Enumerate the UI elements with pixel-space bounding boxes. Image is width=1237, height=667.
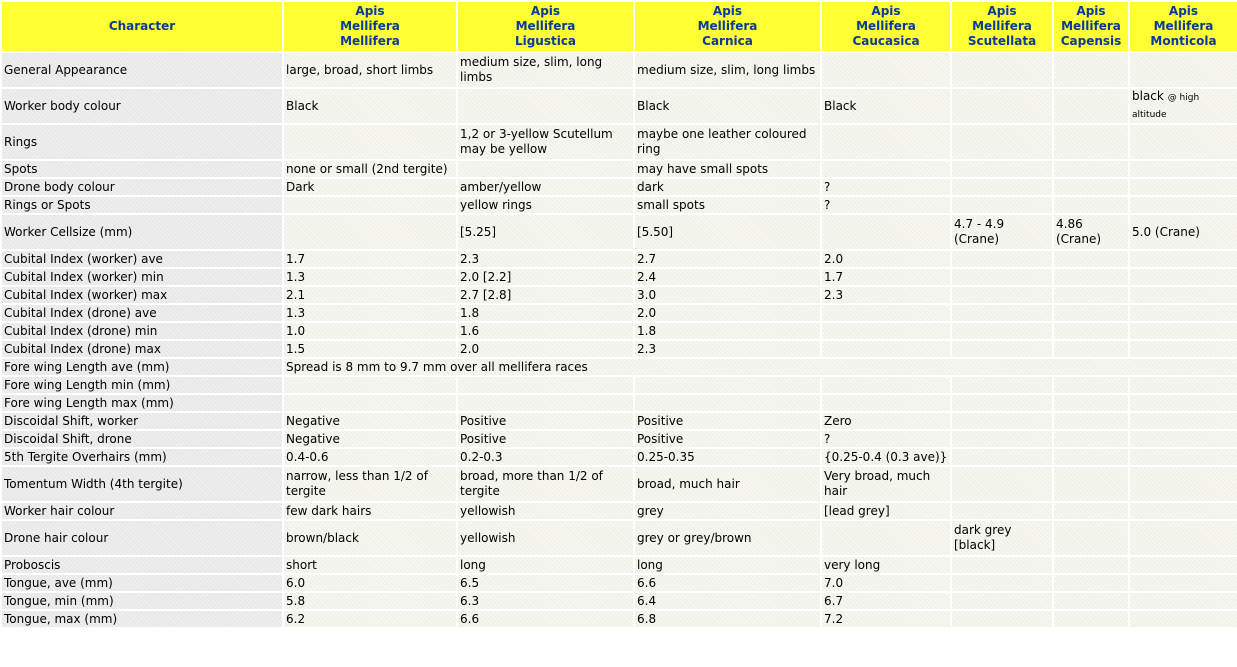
table-cell xyxy=(1054,341,1128,357)
table-row xyxy=(2,197,1237,213)
header-text: Carnica xyxy=(702,34,753,48)
table-row xyxy=(2,575,1237,591)
row-label: Cubital Index (worker) max xyxy=(2,287,282,303)
header-text: Apis xyxy=(987,4,1017,18)
header-text: Apis xyxy=(355,4,385,18)
table-cell: 1.3 xyxy=(284,269,456,285)
table-row xyxy=(2,467,1237,501)
table-cell: 1.3 xyxy=(284,305,456,321)
table-cell: yellowish xyxy=(458,521,633,555)
header-text: Mellifera xyxy=(697,19,758,33)
table-cell: yellowish xyxy=(458,503,633,519)
header-text: Mellifera xyxy=(340,19,400,33)
table-cell: broad, more than 1/2 of tergite xyxy=(458,467,633,501)
table-cell: Black xyxy=(284,89,456,123)
header-row xyxy=(2,2,1237,51)
monticola-colour: black xyxy=(1132,89,1164,103)
table-cell xyxy=(822,305,950,321)
row-label: Discoidal Shift, drone xyxy=(2,431,282,447)
table-cell xyxy=(1054,251,1128,267)
table-cell: 2.0 xyxy=(635,305,820,321)
table-cell: Positive xyxy=(635,431,820,447)
table-cell xyxy=(952,377,1052,393)
header-text: Mellifera xyxy=(856,19,916,33)
table-cell: 0.4-0.6 xyxy=(284,449,456,465)
table-cell xyxy=(822,521,950,555)
table-cell: 6.3 xyxy=(458,593,633,609)
table-row xyxy=(2,359,1237,375)
table-cell xyxy=(458,377,633,393)
table-cell xyxy=(1130,323,1237,339)
table-cell: 3.0 xyxy=(635,287,820,303)
table-cell xyxy=(952,305,1052,321)
table-row xyxy=(2,215,1237,249)
header-text: Apis xyxy=(1076,4,1106,18)
table-cell xyxy=(1054,125,1128,159)
table-cell: long xyxy=(458,557,633,573)
table-cell xyxy=(952,431,1052,447)
table-row xyxy=(2,305,1237,321)
table-cell xyxy=(822,341,950,357)
table-cell: 6.6 xyxy=(458,611,633,627)
table-cell xyxy=(1054,323,1128,339)
table-cell xyxy=(822,323,950,339)
table-cell: Positive xyxy=(635,413,820,429)
table-cell: few dark hairs xyxy=(284,503,456,519)
table-cell xyxy=(1130,53,1237,87)
table-row xyxy=(2,287,1237,303)
header-text: Mellifera xyxy=(1153,19,1214,33)
table-cell: broad, much hair xyxy=(635,467,820,501)
table-row xyxy=(2,323,1237,339)
table-cell xyxy=(952,269,1052,285)
table-cell xyxy=(952,125,1052,159)
table-cell xyxy=(952,413,1052,429)
table-cell xyxy=(822,395,950,411)
table-cell: 4.7 - 4.9 (Crane) xyxy=(952,215,1052,249)
row-label: Rings or Spots xyxy=(2,197,282,213)
table-cell: Black xyxy=(822,89,950,123)
table-cell xyxy=(458,395,633,411)
table-row xyxy=(2,557,1237,573)
table-cell: 6.6 xyxy=(635,575,820,591)
table-cell: Positive xyxy=(458,413,633,429)
row-label: Spots xyxy=(2,161,282,177)
table-cell xyxy=(952,395,1052,411)
header-text: Capensis xyxy=(1060,34,1122,48)
table-cell xyxy=(1130,251,1237,267)
table-cell: 2.7 [2.8] xyxy=(458,287,633,303)
table-cell: [5.50] xyxy=(635,215,820,249)
table-cell xyxy=(952,287,1052,303)
table-cell: medium size, slim, long limbs xyxy=(458,53,633,87)
table-row xyxy=(2,521,1237,555)
row-label: Drone hair colour xyxy=(2,521,282,555)
table-cell xyxy=(1130,521,1237,555)
table-cell xyxy=(1130,287,1237,303)
header-column xyxy=(458,2,633,51)
header-text: Ligustica xyxy=(514,34,577,48)
row-label: Worker Cellsize (mm) xyxy=(2,215,282,249)
header-column xyxy=(1054,2,1128,51)
table-cell: 0.25-0.35 xyxy=(635,449,820,465)
table-cell xyxy=(1054,503,1128,519)
table-cell xyxy=(822,215,950,249)
table-cell: dark xyxy=(635,179,820,195)
table-cell: [lead grey] xyxy=(822,503,950,519)
table-cell: dark grey [black] xyxy=(952,521,1052,555)
table-cell xyxy=(284,197,456,213)
table-cell: may have small spots xyxy=(635,161,820,177)
header-column xyxy=(822,2,950,51)
header-text: Mellifera xyxy=(515,19,576,33)
table-cell xyxy=(1054,575,1128,591)
table-row xyxy=(2,431,1237,447)
header-text: Scutellata xyxy=(967,34,1037,48)
table-row xyxy=(2,395,1237,411)
table-cell xyxy=(952,557,1052,573)
header-column xyxy=(1130,2,1237,51)
table-cell: narrow, less than 1/2 of tergite xyxy=(284,467,456,501)
table-cell xyxy=(1054,521,1128,555)
table-cell: none or small (2nd tergite) xyxy=(284,161,456,177)
table-cell xyxy=(822,377,950,393)
table-cell xyxy=(1054,611,1128,627)
header-column xyxy=(952,2,1052,51)
table-cell: 4.86 (Crane) xyxy=(1054,215,1128,249)
table-row xyxy=(2,341,1237,357)
table-row xyxy=(2,611,1237,627)
header-text: Apis xyxy=(530,4,561,18)
table-cell xyxy=(822,125,950,159)
table-cell xyxy=(952,341,1052,357)
table-cell xyxy=(1130,269,1237,285)
table-cell xyxy=(952,593,1052,609)
table-cell: large, broad, short limbs xyxy=(284,53,456,87)
table-cell xyxy=(458,89,633,123)
table-row xyxy=(2,161,1237,177)
table-cell xyxy=(1130,179,1237,195)
table-cell: Black xyxy=(635,89,820,123)
table-cell xyxy=(1130,431,1237,447)
table-cell: 2.7 xyxy=(635,251,820,267)
row-label: Drone body colour xyxy=(2,179,282,195)
table-cell xyxy=(1130,377,1237,393)
table-row xyxy=(2,449,1237,465)
table-cell: 1.7 xyxy=(822,269,950,285)
row-label: Worker body colour xyxy=(2,89,282,123)
header-character xyxy=(2,2,282,51)
table-row xyxy=(2,89,1237,123)
table-cell xyxy=(1054,431,1128,447)
table-cell xyxy=(822,53,950,87)
table-cell xyxy=(1054,89,1128,123)
table-cell xyxy=(1054,413,1128,429)
table-cell: ? xyxy=(822,431,950,447)
monticola-note: @ high altitude xyxy=(1132,93,1200,120)
table-cell: 7.2 xyxy=(822,611,950,627)
table-cell xyxy=(1054,269,1128,285)
table-row xyxy=(2,593,1237,609)
table-cell xyxy=(1130,413,1237,429)
table-cell xyxy=(952,161,1052,177)
header-text: Monticola xyxy=(1150,34,1217,48)
row-label: Cubital Index (drone) max xyxy=(2,341,282,357)
header-text: Apis xyxy=(1168,4,1199,18)
table-cell xyxy=(822,161,950,177)
table-body xyxy=(2,53,1237,627)
table-cell: 6.7 xyxy=(822,593,950,609)
table-cell xyxy=(1054,377,1128,393)
row-label: Tomentum Width (4th tergite) xyxy=(2,467,282,501)
table-cell: 2.0 xyxy=(822,251,950,267)
table-row xyxy=(2,251,1237,267)
table-cell xyxy=(952,611,1052,627)
row-label: Cubital Index (worker) ave xyxy=(2,251,282,267)
table-cell xyxy=(284,395,456,411)
table-cell xyxy=(1130,341,1237,357)
row-label: General Appearance xyxy=(2,53,282,87)
table-cell: maybe one leather coloured ring xyxy=(635,125,820,159)
table-cell xyxy=(1130,557,1237,573)
table-cell xyxy=(952,89,1052,123)
table-cell: small spots xyxy=(635,197,820,213)
table-cell xyxy=(1130,593,1237,609)
table-cell xyxy=(1054,395,1128,411)
table-row xyxy=(2,413,1237,429)
table-cell xyxy=(1130,305,1237,321)
table-row xyxy=(2,53,1237,87)
table-cell: Negative xyxy=(284,431,456,447)
table-cell xyxy=(1130,575,1237,591)
table-cell: ? xyxy=(822,197,950,213)
row-label: Cubital Index (worker) min xyxy=(2,269,282,285)
row-label: Fore wing Length ave (mm) xyxy=(2,359,282,375)
row-label: Fore wing Length max (mm) xyxy=(2,395,282,411)
table-cell xyxy=(1130,449,1237,465)
table-cell xyxy=(1130,125,1237,159)
row-label: Fore wing Length min (mm) xyxy=(2,377,282,393)
table-cell xyxy=(952,467,1052,501)
table-cell: Positive xyxy=(458,431,633,447)
table-cell xyxy=(952,197,1052,213)
table-cell xyxy=(1130,611,1237,627)
table-cell: {0.25-0.4 (0.3 ave)} xyxy=(822,449,950,465)
table-cell: long xyxy=(635,557,820,573)
table-cell: 6.0 xyxy=(284,575,456,591)
table-cell xyxy=(1054,593,1128,609)
table-cell: 7.0 xyxy=(822,575,950,591)
table-cell: yellow rings xyxy=(458,197,633,213)
table-cell: brown/black xyxy=(284,521,456,555)
table-cell: 6.5 xyxy=(458,575,633,591)
table-cell xyxy=(1130,89,1237,123)
table-cell: medium size, slim, long limbs xyxy=(635,53,820,87)
table-cell xyxy=(1130,503,1237,519)
table-cell: 1.5 xyxy=(284,341,456,357)
table-cell xyxy=(952,251,1052,267)
header-text: Character xyxy=(108,19,176,33)
table-row xyxy=(2,269,1237,285)
table-cell xyxy=(1054,557,1128,573)
row-label: Discoidal Shift, worker xyxy=(2,413,282,429)
table-cell xyxy=(1130,467,1237,501)
table-cell: amber/yellow xyxy=(458,179,633,195)
table-cell xyxy=(1054,179,1128,195)
table-cell xyxy=(284,377,456,393)
table-cell xyxy=(952,323,1052,339)
table-cell xyxy=(952,53,1052,87)
table-cell: [5.25] xyxy=(458,215,633,249)
table-cell: Zero xyxy=(822,413,950,429)
table-cell xyxy=(1130,395,1237,411)
table-cell: 5.0 (Crane) xyxy=(1130,215,1237,249)
table-cell xyxy=(952,503,1052,519)
table-cell: grey xyxy=(635,503,820,519)
table-cell: 2.0 xyxy=(458,341,633,357)
row-label: Worker hair colour xyxy=(2,503,282,519)
table-cell: 6.8 xyxy=(635,611,820,627)
table-cell: grey or grey/brown xyxy=(635,521,820,555)
table-cell: Very broad, much hair xyxy=(822,467,950,501)
table-cell xyxy=(635,395,820,411)
table-row xyxy=(2,503,1237,519)
table-cell: Negative xyxy=(284,413,456,429)
table-cell: 1.7 xyxy=(284,251,456,267)
table-row xyxy=(2,377,1237,393)
header-text: Apis xyxy=(871,4,901,18)
table-cell xyxy=(1130,161,1237,177)
header-text: Caucasica xyxy=(852,34,920,48)
table-cell: 2.3 xyxy=(635,341,820,357)
row-label: Tongue, min (mm) xyxy=(2,593,282,609)
table-cell: 2.0 [2.2] xyxy=(458,269,633,285)
table-cell: 1.6 xyxy=(458,323,633,339)
table-cell xyxy=(1054,161,1128,177)
table-cell: Dark xyxy=(284,179,456,195)
table-cell xyxy=(1054,467,1128,501)
row-label: Tongue, max (mm) xyxy=(2,611,282,627)
row-label: Cubital Index (drone) min xyxy=(2,323,282,339)
header-text: Apis xyxy=(712,4,743,18)
table-cell: 6.2 xyxy=(284,611,456,627)
table-cell: 1.8 xyxy=(635,323,820,339)
row-label: Tongue, ave (mm) xyxy=(2,575,282,591)
table-cell: 6.4 xyxy=(635,593,820,609)
table-cell: ? xyxy=(822,179,950,195)
table-cell xyxy=(1054,287,1128,303)
table-cell xyxy=(1054,197,1128,213)
table-cell: very long xyxy=(822,557,950,573)
header-text: Mellifera xyxy=(340,34,400,48)
table-cell: 1,2 or 3-yellow Scutellum may be yellow xyxy=(458,125,633,159)
table-cell: 1.8 xyxy=(458,305,633,321)
header-column xyxy=(635,2,820,51)
table-cell: Spread is 8 mm to 9.7 mm over all mellifera races xyxy=(284,359,1237,375)
row-label: 5th Tergite Overhairs (mm) xyxy=(2,449,282,465)
table-cell xyxy=(952,449,1052,465)
table-cell xyxy=(1054,449,1128,465)
table-cell xyxy=(284,215,456,249)
table-cell xyxy=(1130,197,1237,213)
table-cell xyxy=(284,125,456,159)
table-cell: 5.8 xyxy=(284,593,456,609)
table-cell xyxy=(952,179,1052,195)
table-cell xyxy=(635,377,820,393)
table-row xyxy=(2,125,1237,159)
table-cell: short xyxy=(284,557,456,573)
header-column xyxy=(284,2,456,51)
table-cell xyxy=(1054,305,1128,321)
header-text: Mellifera xyxy=(972,19,1032,33)
table-cell: 2.1 xyxy=(284,287,456,303)
header-text: Mellifera xyxy=(1061,19,1121,33)
table-cell: 0.2-0.3 xyxy=(458,449,633,465)
table-row xyxy=(2,179,1237,195)
row-label: Proboscis xyxy=(2,557,282,573)
row-label: Rings xyxy=(2,125,282,159)
table-cell xyxy=(1054,53,1128,87)
table-cell: 1.0 xyxy=(284,323,456,339)
table-cell: 2.4 xyxy=(635,269,820,285)
table-cell xyxy=(952,575,1052,591)
table-cell xyxy=(458,161,633,177)
row-label: Cubital Index (drone) ave xyxy=(2,305,282,321)
table-cell: 2.3 xyxy=(458,251,633,267)
table-cell: 2.3 xyxy=(822,287,950,303)
